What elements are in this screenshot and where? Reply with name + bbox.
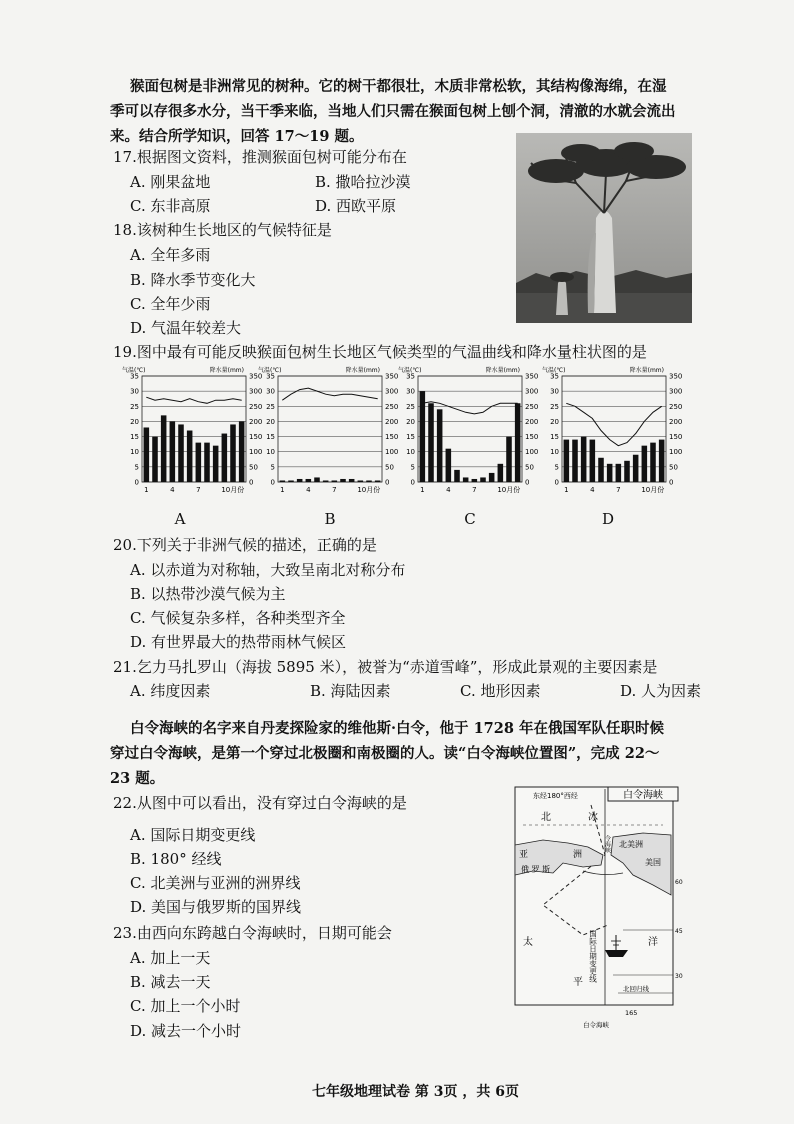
left-axis-label: 气温(℃) <box>542 367 566 374</box>
right-tick-label: 100 <box>525 448 539 457</box>
question-21-stem: 21.乞力马扎罗山（海拔 5895 米），被誉为“赤道雪峰”，形成此景观的主要因素是 <box>113 658 658 676</box>
question-17-stem: 17.根据图文资料，推测猴面包树可能分布在 <box>113 148 407 166</box>
left-tick-label: 20 <box>406 417 415 426</box>
map-lat-30: 30 <box>675 973 683 980</box>
left-tick-label: 20 <box>550 417 559 426</box>
right-tick-label: 350 <box>385 372 399 381</box>
chart-letter-a[interactable]: A <box>174 510 186 528</box>
x-tick-label: 7 <box>196 486 201 494</box>
question-17-option-a[interactable]: A. 刚果盆地 <box>130 173 211 191</box>
question-18-option-a[interactable]: A. 全年多雨 <box>130 246 211 264</box>
question-18-option-d[interactable]: D. 气温年较差大 <box>130 319 242 337</box>
question-17-option-b[interactable]: B. 撒哈拉沙漠 <box>315 173 411 191</box>
precip-bar <box>659 440 665 482</box>
right-tick-label: 300 <box>385 387 399 396</box>
precip-bar <box>161 415 167 482</box>
right-tick-label: 300 <box>249 387 263 396</box>
map-top-label: 东经180°西经 <box>533 792 578 800</box>
precip-bar <box>144 427 150 482</box>
right-tick-label: 350 <box>249 372 263 381</box>
right-tick-label: 150 <box>525 433 539 442</box>
precip-bar <box>480 477 486 482</box>
right-tick-label: 100 <box>249 448 263 457</box>
left-tick-label: 30 <box>550 387 559 396</box>
precip-bar <box>222 434 228 482</box>
question-22-option-a[interactable]: A. 国际日期变更线 <box>130 826 256 844</box>
right-tick-label: 200 <box>385 417 399 426</box>
left-tick-label: 35 <box>406 372 415 381</box>
left-tick-label: 25 <box>130 402 139 411</box>
right-tick-label: 50 <box>525 463 534 472</box>
question-22-option-b[interactable]: B. 180° 经线 <box>130 850 222 868</box>
climate-chart-d <box>540 364 692 496</box>
left-tick-label: 30 <box>266 387 275 396</box>
precip-bar <box>515 403 521 482</box>
climate-chart-a <box>120 364 272 496</box>
precip-bar <box>152 437 158 482</box>
precip-bar <box>446 449 452 482</box>
left-tick-label: 0 <box>270 478 275 487</box>
left-tick-label: 10 <box>266 448 275 457</box>
left-tick-label: 20 <box>130 417 139 426</box>
right-tick-label: 300 <box>525 387 539 396</box>
question-23-option-b[interactable]: B. 减去一天 <box>130 973 211 991</box>
temperature-line <box>282 388 377 400</box>
precip-bar <box>288 480 294 482</box>
precip-bar <box>358 480 364 482</box>
precip-bar <box>506 437 512 482</box>
map-label-tropic: 北回归线 <box>623 985 649 993</box>
question-20-option-d[interactable]: D. 有世界最大的热带雨林气候区 <box>130 633 347 651</box>
precip-bar <box>489 473 495 482</box>
x-tick-label: 4 <box>446 486 451 494</box>
question-22-stem: 22.从图中可以看出，没有穿过白令海峡的是 <box>113 794 407 812</box>
precip-bar <box>420 391 426 482</box>
precip-bar <box>349 479 355 482</box>
right-axis-label: 降水量(mm) <box>209 367 244 374</box>
map-lat-45: 45 <box>675 928 683 935</box>
chart-letter-c[interactable]: C <box>464 510 476 528</box>
left-tick-label: 10 <box>406 448 415 457</box>
precip-bar <box>306 479 312 482</box>
map-label-yang: 洋 <box>648 937 658 948</box>
question-22-option-d[interactable]: D. 美国与俄罗斯的国界线 <box>130 898 302 916</box>
right-tick-label: 300 <box>669 387 683 396</box>
right-tick-label: 100 <box>669 448 683 457</box>
question-17-option-c[interactable]: C. 东非高原 <box>130 197 211 215</box>
x-tick-label: 7 <box>332 486 337 494</box>
precip-bar <box>280 480 286 482</box>
climate-chart-b <box>256 364 408 496</box>
left-tick-label: 30 <box>130 387 139 396</box>
intro-paragraph-1-line3: 来。结合所学知识，回答 17～19 题。 <box>110 128 364 145</box>
map-label-usa: 美国 <box>645 858 661 867</box>
map-label-tai: 太 <box>523 937 533 948</box>
map-label-ping: 平 <box>573 977 583 988</box>
question-20-option-b[interactable]: B. 以热带沙漠气候为主 <box>130 585 286 603</box>
map-label-asia: 亚 <box>519 850 529 860</box>
left-tick-label: 0 <box>554 478 559 487</box>
precip-bar <box>230 424 236 482</box>
question-17-option-d[interactable]: D. 西欧平原 <box>315 197 397 215</box>
question-22-option-c[interactable]: C. 北美洲与亚洲的洲界线 <box>130 874 301 892</box>
precip-bar <box>340 479 346 482</box>
right-tick-label: 0 <box>385 478 390 487</box>
x-tick-label: 4 <box>306 486 311 494</box>
question-23-option-c[interactable]: C. 加上一个小时 <box>130 997 241 1015</box>
precip-bar <box>204 443 210 482</box>
question-20-stem: 20.下列关于非洲气候的描述，正确的是 <box>113 536 377 554</box>
question-23-option-a[interactable]: A. 加上一天 <box>130 949 211 967</box>
right-tick-label: 250 <box>525 402 539 411</box>
precip-bar <box>196 443 202 482</box>
left-axis-label: 气温(℃) <box>122 367 146 374</box>
left-tick-label: 25 <box>550 402 559 411</box>
right-tick-label: 200 <box>249 417 263 426</box>
climate-chart-c <box>396 364 548 496</box>
map-label-strait: 令海峡 <box>603 835 611 853</box>
precip-bar <box>187 431 193 482</box>
map-caption: 白令海峡 <box>583 1021 609 1029</box>
left-tick-label: 15 <box>550 433 559 442</box>
x-tick-label: 10月份 <box>641 486 665 494</box>
map-lat-60: 60 <box>675 879 683 886</box>
left-tick-label: 30 <box>406 387 415 396</box>
question-18-option-b[interactable]: B. 降水季节变化大 <box>130 271 256 289</box>
left-axis-label: 气温(℃) <box>398 367 422 374</box>
precip-bar <box>598 458 604 482</box>
left-tick-label: 0 <box>134 478 139 487</box>
right-tick-label: 200 <box>525 417 539 426</box>
right-tick-label: 50 <box>669 463 678 472</box>
x-tick-label: 4 <box>170 486 175 494</box>
left-tick-label: 5 <box>554 463 559 472</box>
temperature-line <box>146 397 241 403</box>
map-label-idl: 国际日期变更线 <box>588 930 598 983</box>
precip-bar <box>454 470 460 482</box>
precip-bar <box>607 464 613 482</box>
precip-bar <box>437 409 443 482</box>
intro-paragraph-1-line1: 猴面包树是非洲常见的树种。它的树干都很壮，木质非常松软，其结构像海绵，在湿 <box>130 78 667 95</box>
precip-bar <box>581 437 587 482</box>
right-axis-label: 降水量(mm) <box>629 367 664 374</box>
precip-bar <box>366 480 372 482</box>
left-axis-label: 气温(℃) <box>258 367 282 374</box>
precip-bar <box>616 464 622 482</box>
precip-bar <box>213 446 219 482</box>
right-tick-label: 250 <box>385 402 399 411</box>
left-tick-label: 15 <box>406 433 415 442</box>
left-tick-label: 35 <box>266 372 275 381</box>
precip-bar <box>463 477 469 482</box>
right-axis-label: 降水量(mm) <box>485 367 520 374</box>
right-axis-label: 降水量(mm) <box>345 367 380 374</box>
precip-bar <box>642 446 648 482</box>
right-tick-label: 50 <box>249 463 258 472</box>
x-tick-label: 4 <box>590 486 595 494</box>
precip-bar <box>428 403 434 482</box>
question-23-stem: 23.由西向东跨越白令海峡时，日期可能会 <box>113 924 392 942</box>
map-label-north: 北 <box>541 812 551 823</box>
question-21-option-d[interactable]: D. 人为因素 <box>620 682 702 700</box>
left-tick-label: 10 <box>130 448 139 457</box>
left-tick-label: 15 <box>130 433 139 442</box>
question-21-option-a[interactable]: A. 纬度因素 <box>130 682 211 700</box>
question-20-option-a[interactable]: A. 以赤道为对称轴，大致呈南北对称分布 <box>130 561 406 579</box>
precip-bar <box>314 477 320 482</box>
right-tick-label: 50 <box>385 463 394 472</box>
right-tick-label: 0 <box>525 478 530 487</box>
precip-bar <box>170 421 176 482</box>
map-label-ice: 冰 <box>588 812 598 823</box>
left-tick-label: 25 <box>406 402 415 411</box>
left-tick-label: 25 <box>266 402 275 411</box>
left-tick-label: 5 <box>270 463 275 472</box>
left-tick-label: 5 <box>410 463 415 472</box>
precip-bar <box>572 440 578 482</box>
precip-bar <box>650 443 656 482</box>
x-tick-label: 7 <box>616 486 621 494</box>
question-23-option-d[interactable]: D. 减去一个小时 <box>130 1022 242 1040</box>
right-tick-label: 0 <box>669 478 674 487</box>
intro-paragraph-2-line3: 23 题。 <box>110 770 165 787</box>
precip-bar <box>332 480 338 482</box>
left-tick-label: 15 <box>266 433 275 442</box>
x-tick-label: 1 <box>420 486 425 494</box>
precip-bar <box>624 461 630 482</box>
x-tick-label: 10月份 <box>221 486 245 494</box>
right-tick-label: 150 <box>669 433 683 442</box>
precip-bar <box>178 424 184 482</box>
right-tick-label: 150 <box>249 433 263 442</box>
x-tick-label: 1 <box>564 486 569 494</box>
precip-bar <box>375 480 381 482</box>
right-tick-label: 100 <box>385 448 399 457</box>
map-lon-165: 165 <box>625 1009 638 1017</box>
right-tick-label: 150 <box>385 433 399 442</box>
right-tick-label: 0 <box>249 478 254 487</box>
question-18-stem: 18.该树种生长地区的气候特征是 <box>113 221 332 239</box>
precip-bar <box>472 479 478 482</box>
intro-paragraph-2-line1: 白令海峡的名字来自丹麦探险家的维他斯·白令，他于 1728 年在俄国军队任职时候 <box>130 720 664 737</box>
map-label-russia: 俄 罗 斯 <box>521 865 551 874</box>
left-tick-label: 35 <box>550 372 559 381</box>
left-tick-label: 35 <box>130 372 139 381</box>
left-tick-label: 20 <box>266 417 275 426</box>
left-tick-label: 0 <box>410 478 415 487</box>
intro-paragraph-2-line2: 穿过白令海峡，是第一个穿过北极圈和南极圈的人。读“白令海峡位置图”，完成 22～ <box>110 745 660 762</box>
question-18-option-c[interactable]: C. 全年少雨 <box>130 295 211 313</box>
right-tick-label: 350 <box>669 372 683 381</box>
precip-bar <box>297 479 303 482</box>
page-footer: 七年级地理试卷 第 3页 ，共 6页 <box>312 1084 519 1100</box>
map-title: 白令海峡 <box>623 790 663 801</box>
question-21-option-c[interactable]: C. 地形因素 <box>460 682 541 700</box>
x-tick-label: 10月份 <box>357 486 381 494</box>
x-tick-label: 10月份 <box>497 486 521 494</box>
chart-letter-b[interactable]: B <box>324 510 336 528</box>
question-19-stem: 19.图中最有可能反映猴面包树生长地区气候类型的气温曲线和降水量柱状图的是 <box>113 343 647 361</box>
precip-bar <box>564 440 570 482</box>
map-label-north-america: 北美洲 <box>619 840 643 849</box>
bering-strait-map <box>513 785 693 1029</box>
precip-bar <box>633 455 639 482</box>
baobab-tree-photo <box>516 133 692 323</box>
x-tick-label: 1 <box>144 486 149 494</box>
precip-bar <box>239 421 245 482</box>
right-tick-label: 200 <box>669 417 683 426</box>
right-tick-label: 250 <box>669 402 683 411</box>
precip-bar <box>323 480 329 482</box>
map-label-zhou: 洲 <box>573 850 583 860</box>
x-tick-label: 1 <box>280 486 285 494</box>
right-tick-label: 350 <box>525 372 539 381</box>
x-tick-label: 7 <box>472 486 477 494</box>
left-tick-label: 10 <box>550 448 559 457</box>
plot-frame <box>278 376 382 482</box>
intro-paragraph-1-line2: 季可以存很多水分，当干季来临，当地人们只需在猴面包树上刨个洞，清澈的水就会流出 <box>110 103 676 120</box>
right-tick-label: 250 <box>249 402 263 411</box>
precip-bar <box>498 464 504 482</box>
left-tick-label: 5 <box>134 463 139 472</box>
question-20-option-c[interactable]: C. 气候复杂多样，各种类型齐全 <box>130 609 346 627</box>
chart-letter-d[interactable]: D <box>601 510 615 528</box>
temperature-line <box>422 402 517 414</box>
precip-bar <box>590 440 596 482</box>
question-21-option-b[interactable]: B. 海陆因素 <box>310 682 391 700</box>
temperature-line <box>566 403 661 445</box>
